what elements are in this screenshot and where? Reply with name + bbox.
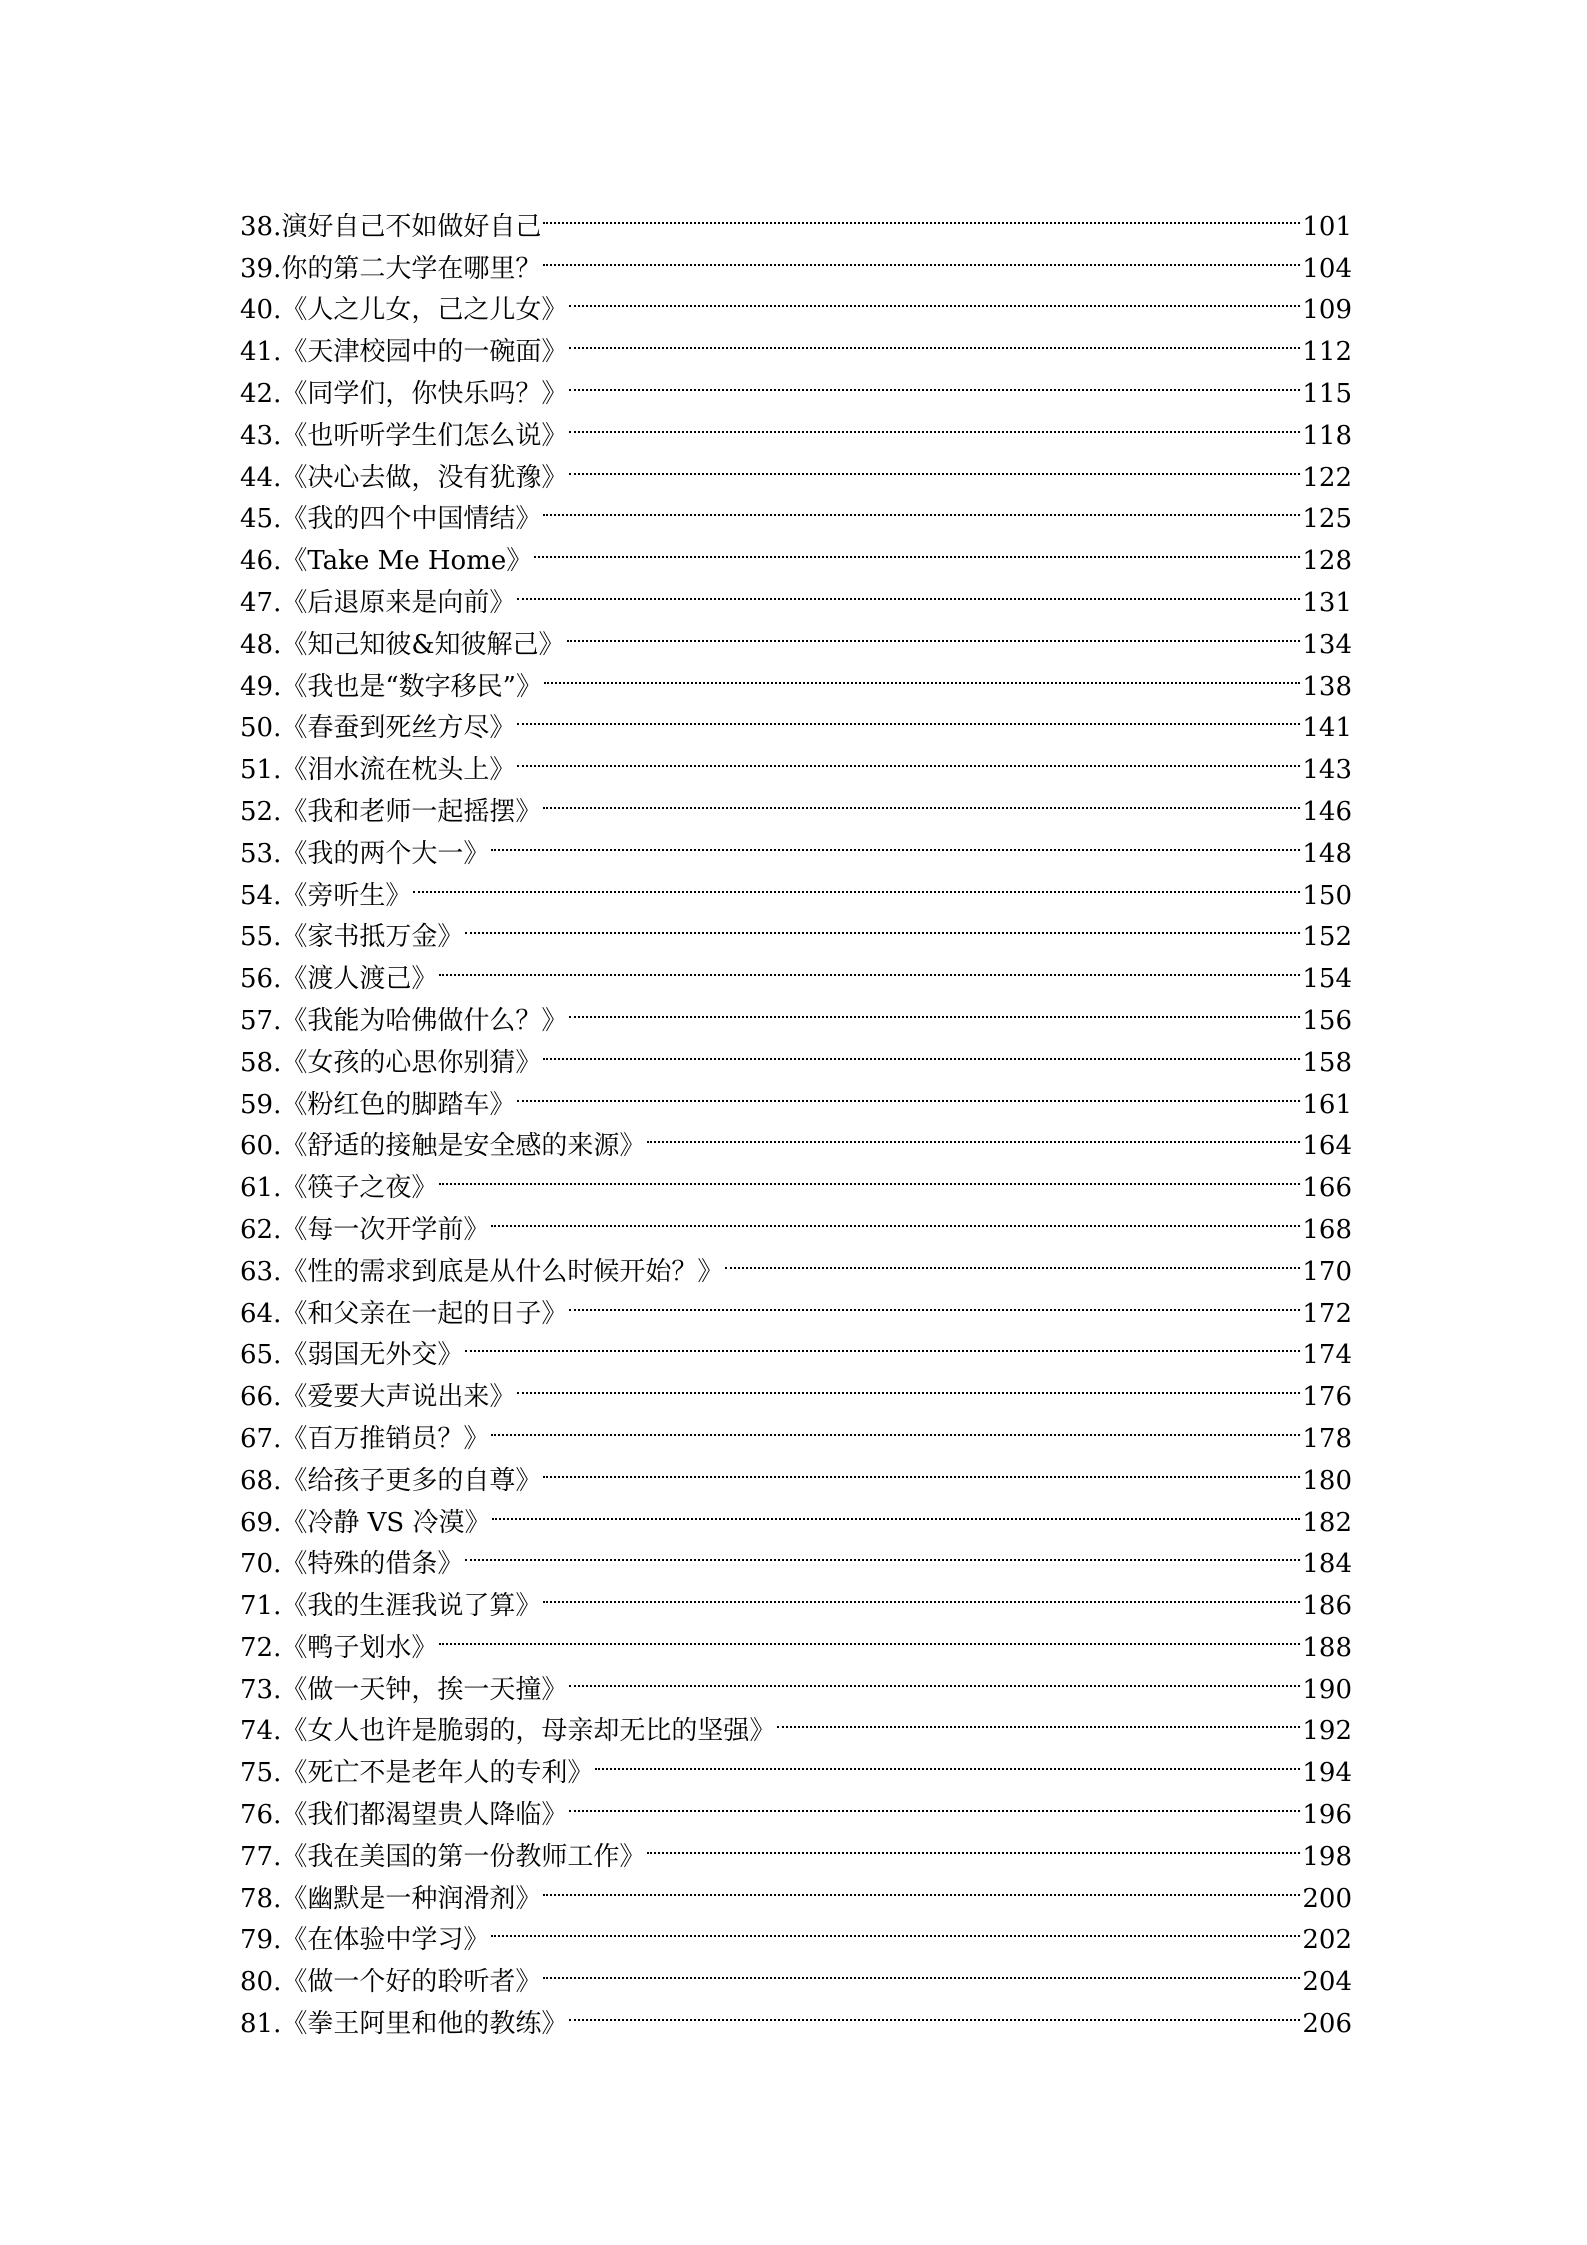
- dot-leader: [647, 1113, 1300, 1155]
- toc-entry-title: 《知己知彼&知彼解己》: [281, 629, 565, 660]
- toc-entry-number: 59.: [240, 1089, 282, 1120]
- dot-leader: [543, 486, 1300, 528]
- toc-entry-page-number: 131: [1302, 587, 1352, 618]
- toc-entry-page-number: 174: [1302, 1340, 1352, 1371]
- toc-entry-title: 《拳王阿里和他的教练》: [281, 2009, 568, 2040]
- toc-entry-page-number: 204: [1302, 1967, 1352, 1998]
- toc-entry-title: 《旁听生》: [281, 880, 412, 911]
- toc-entry-number: 38.: [240, 211, 282, 242]
- dot-leader: [569, 318, 1300, 360]
- toc-entry-page-number: 192: [1302, 1716, 1352, 1747]
- dot-leader: [517, 736, 1300, 778]
- toc-entry-title: 《爱要大声说出来》: [281, 1382, 516, 1413]
- toc-entry-page-number: 141: [1302, 713, 1352, 744]
- toc-entry-title: 《做一个好的聆听者》: [281, 1967, 542, 1998]
- toc-entry-title: 《天津校园中的一碗面》: [281, 337, 568, 368]
- toc-entry-page-number: 164: [1302, 1131, 1352, 1162]
- toc-entry-title: 《筷子之夜》: [281, 1173, 438, 1204]
- dot-leader: [569, 1656, 1300, 1698]
- toc-entry-page-number: 184: [1302, 1549, 1352, 1580]
- toc-entry-page-number: 161: [1302, 1089, 1352, 1120]
- toc-entry-title: 《舒适的接触是安全感的来源》: [281, 1131, 646, 1162]
- toc-entry-number: 41.: [240, 337, 282, 368]
- toc-entry-title: 演好自己不如做好自己: [281, 211, 542, 242]
- toc-entry[interactable]: [240, 193, 1352, 242]
- toc-entry-page-number: 152: [1302, 922, 1352, 953]
- dot-leader: [543, 235, 1300, 277]
- toc-entry-number: 62.: [240, 1214, 282, 1245]
- toc-entry-page-number: 138: [1302, 671, 1352, 702]
- toc-entry-page-number: 158: [1302, 1047, 1352, 1078]
- toc-entry-title: 《女人也许是脆弱的，母亲却无比的坚强》: [281, 1716, 776, 1747]
- toc-entry-title: 你的第二大学在哪里？: [281, 253, 542, 284]
- toc-entry-title: 《性的需求到底是从什么时候开始？》: [281, 1256, 724, 1287]
- toc-entry-title: 《我的生涯我说了算》: [281, 1591, 542, 1622]
- toc-entry-page-number: 150: [1302, 880, 1352, 911]
- toc-entry-page-number: 170: [1302, 1256, 1352, 1287]
- toc-entry-title: 《泪水流在枕头上》: [281, 755, 516, 786]
- toc-entry-page-number: 176: [1302, 1382, 1352, 1413]
- toc-entry-page-number: 168: [1302, 1214, 1352, 1245]
- toc-entry-number: 74.: [240, 1716, 282, 1747]
- toc-entry-title: 《家书抵万金》: [281, 922, 464, 953]
- toc-entry-page-number: 146: [1302, 796, 1352, 827]
- toc-entry-page-number: 166: [1302, 1173, 1352, 1204]
- toc-entry-number: 55.: [240, 922, 282, 953]
- toc-entry-title: 《死亡不是老年人的专利》: [281, 1758, 594, 1789]
- toc-entry-number: 49.: [240, 671, 282, 702]
- toc-entry-title: 《特殊的借条》: [281, 1549, 464, 1580]
- dot-leader: [777, 1698, 1300, 1740]
- dot-leader: [569, 1781, 1300, 1823]
- dot-leader: [543, 1948, 1300, 1990]
- toc-entry-page-number: 198: [1302, 1841, 1352, 1872]
- toc-entry-title: 《春蚕到死丝方尽》: [281, 713, 516, 744]
- toc-entry-number: 39.: [240, 253, 282, 284]
- toc-entry-number: 53.: [240, 838, 282, 869]
- dot-leader: [465, 1322, 1300, 1364]
- toc-entry-page-number: 190: [1302, 1674, 1352, 1705]
- toc-entry-number: 81.: [240, 2009, 282, 2040]
- toc-entry-number: 50.: [240, 713, 282, 744]
- toc-entry-number: 73.: [240, 1674, 282, 1705]
- toc-entry-number: 60.: [240, 1131, 282, 1162]
- toc-entry-page-number: 118: [1302, 420, 1352, 451]
- toc-entry-page-number: 112: [1302, 337, 1352, 368]
- toc-entry-page-number: 186: [1302, 1591, 1352, 1622]
- dot-leader: [569, 987, 1300, 1029]
- toc-entry-page-number: 200: [1302, 1883, 1352, 1914]
- dot-leader: [465, 1531, 1300, 1573]
- toc-entry-number: 54.: [240, 880, 282, 911]
- toc-entry-number: 40.: [240, 295, 282, 326]
- toc-entry-number: 56.: [240, 964, 282, 995]
- toc-entry-page-number: 115: [1302, 378, 1352, 409]
- toc-entry-number: 68.: [240, 1465, 282, 1496]
- toc-entry-title: 《粉红色的脚踏车》: [281, 1089, 516, 1120]
- toc-entry-title: 《我也是“数字移民”》: [281, 671, 542, 702]
- toc-entry-number: 47.: [240, 587, 282, 618]
- table-of-contents: [240, 193, 1352, 2040]
- dot-leader: [543, 1572, 1300, 1614]
- dot-leader: [439, 1614, 1300, 1656]
- toc-entry-number: 45.: [240, 504, 282, 535]
- toc-entry-title: 《做一天钟，挨一天撞》: [281, 1674, 568, 1705]
- toc-entry-title: 《给孩子更多的自尊》: [281, 1465, 542, 1496]
- dot-leader: [517, 1071, 1300, 1113]
- toc-entry-page-number: 134: [1302, 629, 1352, 660]
- dot-leader: [569, 402, 1300, 444]
- toc-entry-number: 65.: [240, 1340, 282, 1371]
- toc-entry-number: 61.: [240, 1173, 282, 1204]
- toc-entry-title: 《幽默是一种润滑剂》: [281, 1883, 542, 1914]
- toc-entry-title: 《后退原来是向前》: [281, 587, 516, 618]
- dot-leader: [544, 653, 1300, 695]
- toc-entry-title: 《鸭子划水》: [281, 1632, 438, 1663]
- toc-entry-title: 《人之儿女，己之儿女》: [281, 295, 568, 326]
- toc-entry-number: 64.: [240, 1298, 282, 1329]
- dot-leader: [465, 904, 1300, 946]
- toc-entry-number: 72.: [240, 1632, 282, 1663]
- dot-leader: [517, 695, 1300, 737]
- toc-entry-number: 57.: [240, 1005, 282, 1036]
- toc-entry-title: 《渡人渡己》: [281, 964, 438, 995]
- toc-entry-page-number: 206: [1302, 2009, 1352, 2040]
- toc-entry-page-number: 196: [1302, 1800, 1352, 1831]
- toc-entry-number: 42.: [240, 378, 282, 409]
- dot-leader: [439, 945, 1300, 987]
- dot-leader: [439, 1154, 1300, 1196]
- toc-entry-title: 《百万推销员？》: [281, 1423, 490, 1454]
- toc-entry-number: 67.: [240, 1423, 282, 1454]
- dot-leader: [491, 1196, 1300, 1238]
- toc-entry-title: 《我在美国的第一份教师工作》: [281, 1841, 646, 1872]
- toc-entry-number: 48.: [240, 629, 282, 660]
- toc-entry-number: 51.: [240, 755, 282, 786]
- toc-entry-page-number: 122: [1302, 462, 1352, 493]
- toc-entry-title: 《弱国无外交》: [281, 1340, 464, 1371]
- toc-entry-number: 71.: [240, 1591, 282, 1622]
- toc-entry-number: 76.: [240, 1800, 282, 1831]
- toc-entry-number: 43.: [240, 420, 282, 451]
- dot-leader: [491, 820, 1300, 862]
- dot-leader: [567, 611, 1301, 653]
- toc-entry-number: 46.: [240, 546, 282, 577]
- toc-entry-title: 《Take Me Home》: [281, 546, 533, 577]
- toc-entry-page-number: 128: [1302, 546, 1352, 577]
- toc-entry-title: 《每一次开学前》: [281, 1214, 490, 1245]
- dot-leader: [569, 277, 1300, 319]
- dot-leader: [534, 527, 1300, 569]
- dot-leader: [492, 1489, 1300, 1531]
- toc-entry-title: 《和父亲在一起的日子》: [281, 1298, 568, 1329]
- toc-entry-page-number: 125: [1302, 504, 1352, 535]
- toc-entry-number: 75.: [240, 1758, 282, 1789]
- dot-leader: [569, 1280, 1300, 1322]
- toc-entry-page-number: 188: [1302, 1632, 1352, 1663]
- toc-entry-page-number: 202: [1302, 1925, 1352, 1956]
- toc-entry-number: 52.: [240, 796, 282, 827]
- dot-leader: [543, 778, 1300, 820]
- dot-leader: [491, 1405, 1300, 1447]
- dot-leader: [569, 360, 1300, 402]
- toc-entry-title: 《决心去做，没有犹豫》: [281, 462, 568, 493]
- toc-entry-page-number: 182: [1302, 1507, 1352, 1538]
- toc-entry-page-number: 104: [1302, 253, 1352, 284]
- toc-entry-title: 《我和老师一起摇摆》: [281, 796, 542, 827]
- dot-leader: [569, 1990, 1300, 2032]
- toc-entry-number: 69.: [240, 1507, 282, 1538]
- toc-entry-number: 44.: [240, 462, 282, 493]
- dot-leader: [543, 1447, 1300, 1489]
- toc-entry-title: 《女孩的心思你别猜》: [281, 1047, 542, 1078]
- dot-leader: [517, 1363, 1300, 1405]
- dot-leader: [543, 193, 1300, 235]
- dot-leader: [647, 1823, 1300, 1865]
- toc-entry-title: 《我能为哈佛做什么？》: [281, 1005, 568, 1036]
- toc-entry-number: 77.: [240, 1841, 282, 1872]
- toc-entry-number: 63.: [240, 1256, 282, 1287]
- toc-entry-page-number: 148: [1302, 838, 1352, 869]
- toc-entry-number: 79.: [240, 1925, 282, 1956]
- dot-leader: [725, 1238, 1300, 1280]
- dot-leader: [413, 862, 1300, 904]
- dot-leader: [543, 1865, 1300, 1907]
- dot-leader: [491, 1907, 1300, 1949]
- toc-entry-page-number: 109: [1302, 295, 1352, 326]
- toc-entry-page-number: 143: [1302, 755, 1352, 786]
- toc-entry-title: 《我们都渴望贵人降临》: [281, 1800, 568, 1831]
- toc-entry-title: 《冷静 VS 冷漠》: [281, 1507, 491, 1538]
- toc-entry-page-number: 172: [1302, 1298, 1352, 1329]
- toc-entry-page-number: 180: [1302, 1465, 1352, 1496]
- toc-entry-number: 66.: [240, 1382, 282, 1413]
- toc-entry-page-number: 101: [1302, 211, 1352, 242]
- toc-entry-page-number: 178: [1302, 1423, 1352, 1454]
- dot-leader: [595, 1739, 1300, 1781]
- toc-entry-page-number: 156: [1302, 1005, 1352, 1036]
- toc-entry-title: 《也听听学生们怎么说》: [281, 420, 568, 451]
- toc-entry-number: 58.: [240, 1047, 282, 1078]
- dot-leader: [543, 1029, 1300, 1071]
- toc-entry-title: 《我的四个中国情结》: [281, 504, 542, 535]
- toc-entry-number: 78.: [240, 1883, 282, 1914]
- toc-entry-title: 《同学们，你快乐吗？》: [281, 378, 568, 409]
- toc-entry-page-number: 194: [1302, 1758, 1352, 1789]
- dot-leader: [569, 444, 1300, 486]
- toc-entry-number: 70.: [240, 1549, 282, 1580]
- dot-leader: [517, 569, 1300, 611]
- toc-entry-number: 80.: [240, 1967, 282, 1998]
- toc-entry-title: 《我的两个大一》: [281, 838, 490, 869]
- toc-entry-page-number: 154: [1302, 964, 1352, 995]
- toc-entry-title: 《在体验中学习》: [281, 1925, 490, 1956]
